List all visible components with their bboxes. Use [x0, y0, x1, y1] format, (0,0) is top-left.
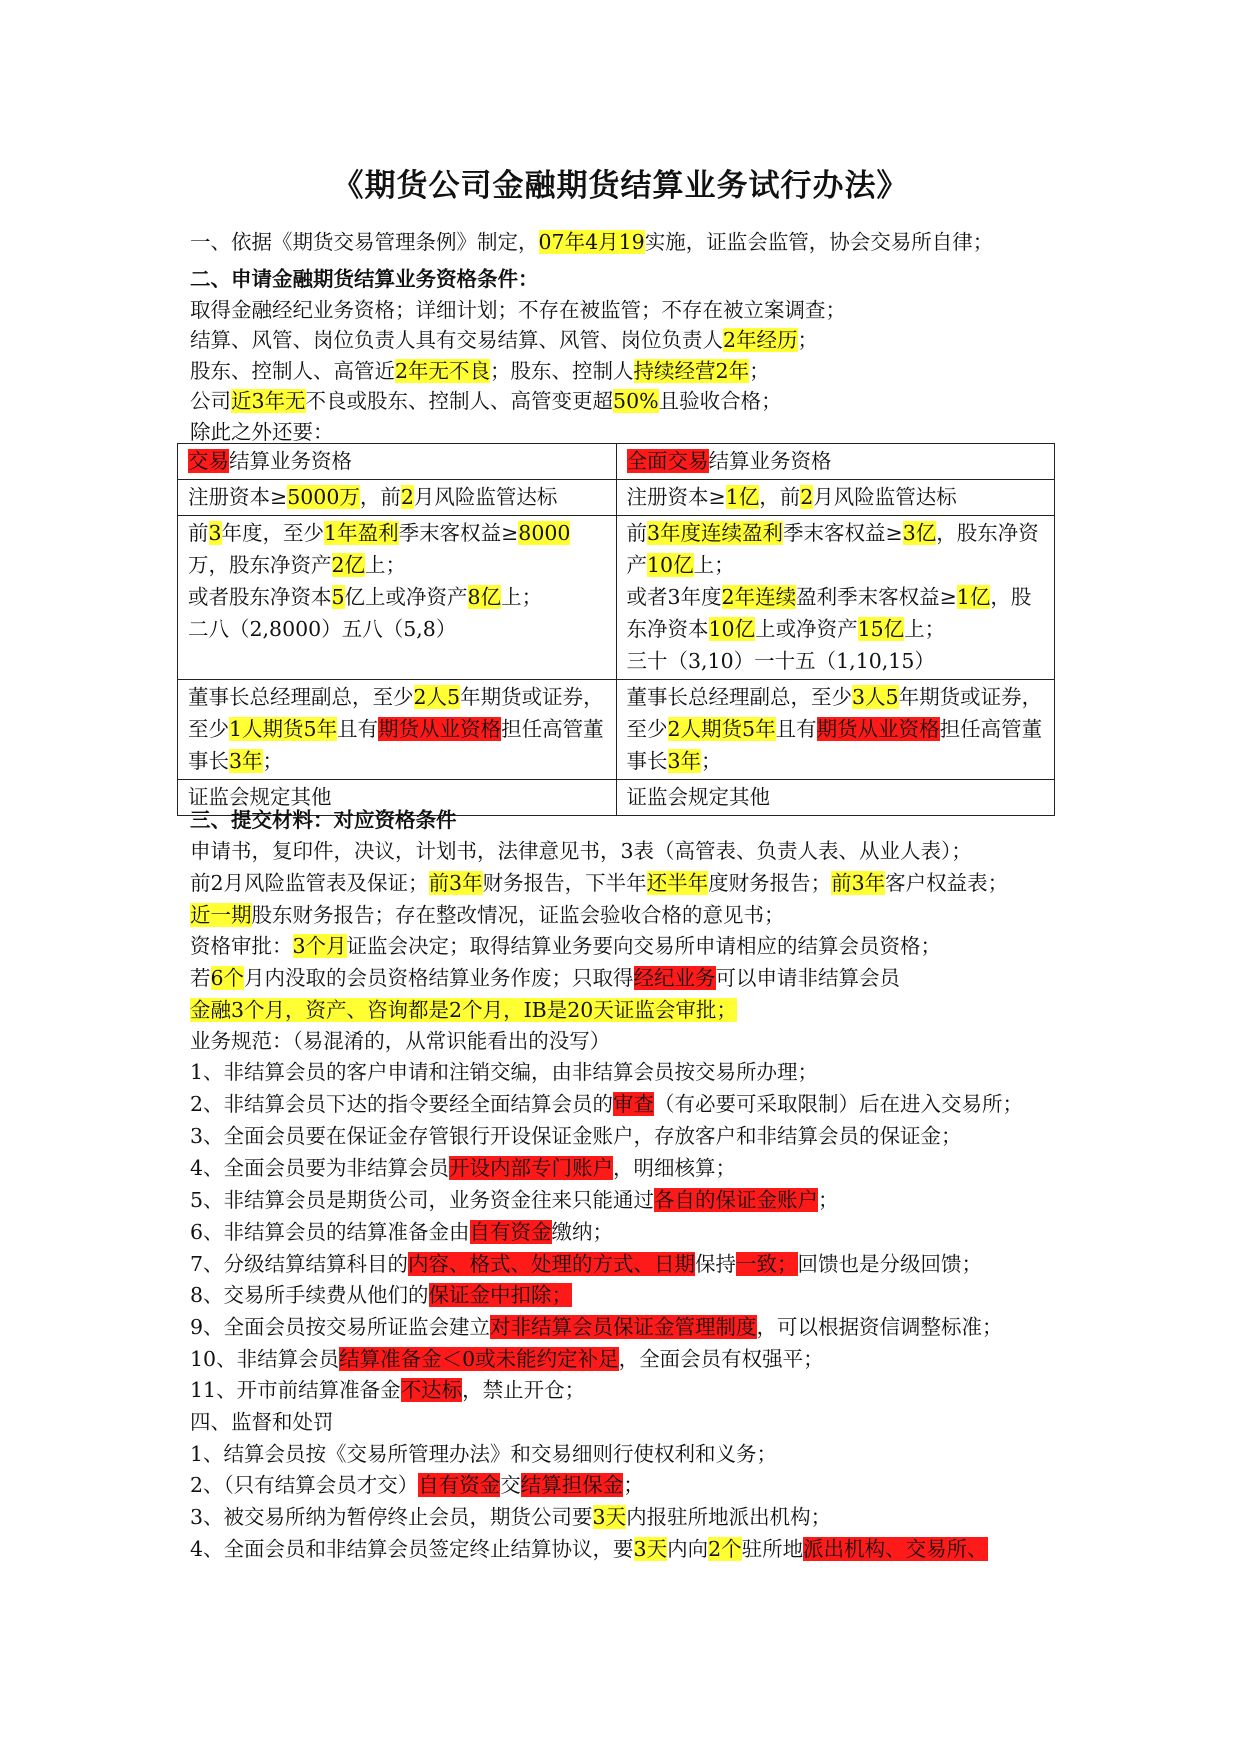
text-run: 上；	[904, 617, 946, 641]
text-line	[190, 1218, 1090, 1246]
yellow-highlight: 3天	[592, 1505, 627, 1529]
yellow-highlight: 5	[331, 585, 345, 609]
text-line	[190, 1058, 1090, 1086]
text-line	[190, 1376, 1090, 1404]
yellow-highlight: 10亿	[708, 617, 756, 641]
yellow-highlight: 2个	[708, 1537, 742, 1561]
text-run: 回馈也是分级回馈；	[797, 1252, 983, 1276]
yellow-highlight: 1亿	[725, 485, 760, 509]
text-run: 季末客权益≥	[783, 521, 903, 545]
text-line	[190, 418, 1090, 446]
text-line	[190, 964, 1090, 992]
yellow-highlight: 3亿	[902, 521, 937, 545]
text-run: 月风险监管达标	[413, 485, 558, 509]
table-cell	[178, 444, 617, 480]
text-run: 内报驻所地派出机构；	[626, 1505, 832, 1529]
cell-paragraph	[627, 645, 1045, 677]
yellow-highlight: 6个	[210, 966, 245, 990]
text-line	[190, 1440, 1090, 1468]
red-highlight: 自有资金	[469, 1220, 552, 1244]
text-line	[190, 1027, 1090, 1055]
text-line	[190, 1503, 1090, 1531]
red-highlight: 派出机构、交易所、	[803, 1537, 988, 1561]
text-run: 上或净资产	[755, 617, 858, 641]
red-highlight: 结算准备金＜0或未能约定补足	[339, 1347, 619, 1371]
text-run: ，股东净资产	[626, 521, 1039, 577]
red-highlight: 期货从业资格	[378, 717, 502, 741]
text-run: 上；	[501, 585, 543, 609]
cell-paragraph	[627, 581, 1045, 645]
text-run: 交	[500, 1473, 521, 1497]
text-line	[190, 1090, 1090, 1118]
text-run: 三十（3,10）一十五（1,10,15）	[626, 649, 935, 673]
yellow-highlight: 8000	[518, 521, 571, 545]
text-run: 月风险监管达标	[813, 485, 957, 509]
cell-paragraph	[188, 445, 606, 477]
text-run: 且验收合格；	[658, 389, 782, 413]
yellow-highlight: 近3年无	[231, 389, 306, 413]
text-run: 9、全面会员按交易所证监会建立	[190, 1315, 491, 1339]
yellow-highlight: 15亿	[857, 617, 905, 641]
text-line	[190, 806, 1090, 834]
table-cell	[178, 680, 617, 780]
cell-paragraph	[627, 517, 1045, 581]
text-line	[190, 1535, 1090, 1563]
table-cell	[616, 516, 1055, 680]
text-line	[190, 387, 1090, 415]
yellow-highlight: 3年	[667, 749, 702, 773]
text-run: 二、申请金融期货结算业务资格条件：	[190, 267, 539, 291]
yellow-highlight: 前3年	[831, 871, 886, 895]
text-line	[190, 1345, 1090, 1373]
yellow-highlight: 2年无不良	[395, 359, 491, 383]
yellow-highlight: 8亿	[467, 585, 502, 609]
text-run: 结算业务资格	[708, 449, 832, 473]
table-row	[178, 516, 1055, 680]
cell-paragraph	[627, 445, 1045, 477]
red-highlight: 交易	[188, 449, 229, 473]
text-run: 董事长总经理副总，至少	[188, 685, 414, 709]
text-run: ，股东净资本	[626, 585, 1032, 641]
yellow-highlight: 还半年	[646, 871, 709, 895]
text-run: 年期货或证券，至少	[626, 685, 1043, 741]
text-line	[190, 932, 1090, 960]
red-highlight: 自有资金	[418, 1473, 501, 1497]
cell-paragraph	[627, 681, 1045, 777]
text-run: 董事长总经理副总，至少	[626, 685, 852, 709]
text-run: 上；	[365, 553, 407, 577]
text-run: 万，股东净资产	[188, 553, 332, 577]
text-line	[190, 228, 1090, 256]
yellow-highlight: 3人5	[852, 685, 899, 709]
text-run: 驻所地	[741, 1537, 804, 1561]
text-run: 4、全面会员要为非结算会员	[190, 1156, 450, 1180]
red-highlight: 审查	[613, 1092, 655, 1116]
text-run: ，禁止开仓；	[462, 1378, 586, 1402]
yellow-highlight: 2年连续	[721, 585, 797, 609]
text-run: 担任高管董事长	[626, 717, 1043, 773]
text-run: ，明细核算；	[613, 1156, 737, 1180]
text-run: 6、非结算会员的结算准备金由	[190, 1220, 470, 1244]
red-highlight: 结算担保金	[520, 1473, 624, 1497]
text-line	[190, 1408, 1090, 1436]
text-run: 保持	[695, 1252, 737, 1276]
text-run: 三、提交材料：对应资格条件	[190, 808, 457, 832]
yellow-highlight: 5000万	[287, 485, 360, 509]
text-run: 7、分级结算结算科目的	[190, 1252, 409, 1276]
text-run: 若	[190, 966, 211, 990]
yellow-highlight: 前3年	[428, 871, 483, 895]
text-run: ，前	[759, 485, 801, 509]
text-run: 股东财务报告；存在整改情况，证监会验收合格的意见书；	[251, 903, 785, 927]
text-run: 公司	[190, 389, 231, 413]
text-run: 申请书，复印件，决议，计划书，法律意见书，3表（高管表、负责人表、从业人表）；	[190, 839, 972, 863]
red-highlight: 内容、格式、处理的方式、日期	[408, 1252, 696, 1276]
text-run: 季末客权益≥	[398, 521, 519, 545]
cell-paragraph	[188, 481, 606, 513]
text-run: 内向	[667, 1537, 709, 1561]
red-highlight: 各自的保证金账户	[654, 1188, 819, 1212]
text-line	[190, 901, 1090, 929]
yellow-highlight: 3天	[633, 1537, 668, 1561]
text-run: 缴纳；	[551, 1220, 614, 1244]
text-run: ；	[797, 328, 819, 352]
text-run: 且有	[337, 717, 379, 741]
text-line	[190, 1154, 1090, 1182]
text-line	[190, 357, 1090, 385]
text-run: 结算业务资格	[229, 449, 352, 473]
yellow-highlight: 2	[800, 485, 814, 509]
text-run: 除此之外还要：	[190, 420, 334, 444]
yellow-highlight: 2	[400, 485, 414, 509]
table-row	[178, 680, 1055, 780]
text-run: 财务报告，下半年	[482, 871, 647, 895]
text-run: ；	[818, 1188, 839, 1212]
text-run: 担任高管董事长	[188, 717, 604, 773]
table-row	[178, 444, 1055, 480]
text-run: ，前	[359, 485, 401, 509]
text-run: 2、（只有结算会员才交）	[190, 1473, 419, 1497]
cell-paragraph	[188, 681, 606, 777]
text-run: 注册资本≥	[188, 485, 288, 509]
text-line	[190, 1250, 1090, 1278]
cell-paragraph	[188, 613, 606, 645]
table-cell	[616, 444, 1055, 480]
table-cell	[616, 680, 1055, 780]
table-cell	[616, 480, 1055, 516]
yellow-highlight: 07年4月19	[538, 230, 645, 254]
text-line	[190, 996, 1090, 1024]
text-run: 业务规范：（易混淆的，从常识能看出的没写）	[190, 1029, 611, 1053]
text-run: 可以申请非结算会员	[715, 966, 901, 990]
yellow-highlight: 1年盈利	[324, 521, 399, 545]
red-highlight: 开设内部专门账户	[449, 1156, 614, 1180]
text-run: 证监会规定其他	[188, 785, 332, 809]
text-run: 3、被交易所纳为暂停终止会员，期货公司要	[190, 1505, 593, 1529]
text-run: 股东、控制人、高管近	[190, 359, 395, 383]
text-run: 3、全面会员要在保证金存管银行开设保证金账户，存放客户和非结算会员的保证金；	[190, 1124, 962, 1148]
text-run: ；	[749, 359, 770, 383]
yellow-highlight: 2亿	[331, 553, 366, 577]
text-run: 前	[188, 521, 209, 545]
yellow-highlight: 2年经历	[723, 328, 798, 352]
yellow-highlight: 3年度连续盈利	[647, 521, 784, 545]
text-run: 年度，至少	[221, 521, 325, 545]
text-line	[190, 265, 1090, 293]
red-highlight: 期货从业资格	[816, 717, 940, 741]
text-run: 盈利季末客权益≥	[796, 585, 957, 609]
text-run: 证监会规定其他	[626, 785, 770, 809]
yellow-highlight: 1人期货5年	[229, 717, 338, 741]
text-run: 1、非结算会员的客户申请和注销交编，由非结算会员按交易所办理；	[190, 1060, 819, 1084]
text-run: 实施，证监会监管，协会交易所自律；	[644, 230, 994, 254]
yellow-highlight: 2人期货5年	[667, 717, 776, 741]
qualification-table	[177, 443, 1055, 816]
yellow-highlight: 1亿	[956, 585, 991, 609]
text-line	[190, 837, 1090, 865]
cell-paragraph	[188, 517, 606, 581]
red-highlight: 全面交易	[626, 449, 709, 473]
table-cell	[178, 516, 617, 680]
text-run: ，全面会员有权强平；	[618, 1347, 824, 1371]
red-highlight: 一致；	[736, 1252, 798, 1276]
text-run: 度财务报告；	[708, 871, 832, 895]
text-line	[190, 1281, 1090, 1309]
text-run: 或者3年度	[626, 585, 722, 609]
text-line	[190, 296, 1090, 324]
table-cell	[178, 480, 617, 516]
text-run: 2、非结算会员下达的指令要经全面结算会员的	[190, 1092, 614, 1116]
text-run: （有必要可采取限制）后在进入交易所；	[654, 1092, 1024, 1116]
text-run: 二八（2,8000）五八（5,8）	[188, 617, 457, 641]
yellow-highlight: 3年	[229, 749, 263, 773]
text-run: 资格审批：	[190, 934, 293, 958]
text-line	[190, 869, 1090, 897]
text-run: 10、非结算会员	[190, 1347, 340, 1371]
yellow-highlight: 持续经营2年	[633, 359, 750, 383]
text-run: 且有	[775, 717, 817, 741]
text-run: 年期货或证券，至少	[188, 685, 604, 741]
page-title: 《期货公司金融期货结算业务试行办法》	[332, 168, 909, 204]
red-highlight: 对非结算会员保证金管理制度	[490, 1315, 757, 1339]
text-run: 一、依据《期货交易管理条例》制定，	[190, 230, 539, 254]
text-run: 前2月风险监管表及保证；	[190, 871, 429, 895]
text-run: 月内没取的会员资格结算业务作废；只取得	[244, 966, 634, 990]
text-run: ；	[701, 749, 722, 773]
text-run: 前	[626, 521, 647, 545]
text-line	[190, 1313, 1090, 1341]
red-highlight: 保证金中扣除；	[428, 1283, 573, 1307]
cell-paragraph	[627, 481, 1045, 513]
text-run: 四、监督和处罚	[190, 1410, 334, 1434]
text-line	[190, 1471, 1090, 1499]
text-run: ，可以根据资信调整标准；	[756, 1315, 1003, 1339]
yellow-highlight: 3个月	[292, 934, 347, 958]
yellow-highlight: 50%	[613, 389, 659, 413]
text-run: ；	[262, 749, 284, 773]
yellow-highlight: 3	[208, 521, 222, 545]
text-line	[190, 1122, 1090, 1150]
text-run: ；股东、控制人	[490, 359, 634, 383]
yellow-highlight: 金融3个月，资产、咨询都是2个月，IB是20天证监会审批；	[190, 998, 737, 1022]
cell-paragraph	[188, 581, 606, 613]
red-highlight: 经纪业务	[633, 966, 716, 990]
red-highlight: 不达标	[400, 1378, 463, 1402]
text-line	[190, 1186, 1090, 1214]
text-run: 11、开市前结算准备金	[190, 1378, 401, 1402]
text-run: 上；	[693, 553, 735, 577]
text-run: 结算、风管、岗位负责人具有交易结算、风管、岗位负责人	[190, 328, 723, 352]
text-run: 证监会决定；取得结算业务要向交易所申请相应的结算会员资格；	[346, 934, 942, 958]
text-run: 注册资本≥	[626, 485, 726, 509]
yellow-highlight: 近一期	[190, 903, 252, 927]
text-line	[190, 326, 1090, 354]
text-run: 不良或股东、控制人、高管变更超	[305, 389, 614, 413]
text-run: 4、全面会员和非结算会员签定终止结算协议，要	[190, 1537, 634, 1561]
text-run: ；	[623, 1473, 644, 1497]
yellow-highlight: 10亿	[647, 553, 694, 577]
yellow-highlight: 2人5	[413, 685, 461, 709]
text-run: 1、结算会员按《交易所管理办法》和交易细则行使权利和义务；	[190, 1442, 778, 1466]
text-run: 客户权益表；	[885, 871, 1009, 895]
text-run: 或者股东净资本	[188, 585, 332, 609]
text-run: 8、交易所手续费从他们的	[190, 1283, 429, 1307]
text-run: 5、非结算会员是期货公司，业务资金往来只能通过	[190, 1188, 655, 1212]
text-run: 亿上或净资产	[344, 585, 468, 609]
table-row	[178, 480, 1055, 516]
text-run: 取得金融经纪业务资格；详细计划；不存在被监管；不存在被立案调查；	[190, 298, 846, 322]
